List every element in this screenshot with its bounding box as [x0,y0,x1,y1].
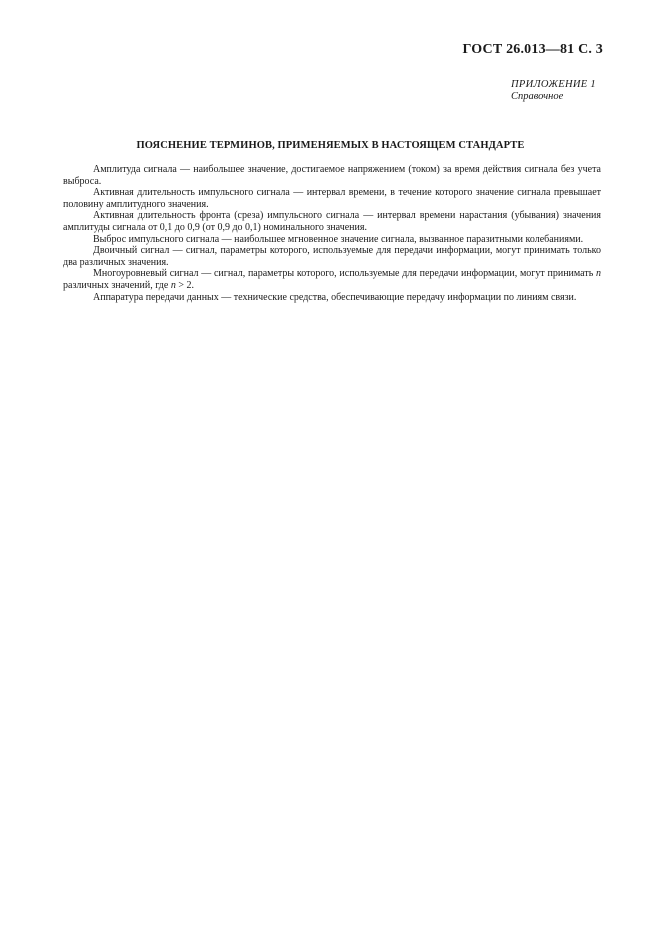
term-front-duration: Активная длительность фронта (среза) импульсного сигнала — интервал времени нарастания (убывания) значения амплитуды сигнала от 0,1 до 0,9 (от 0,9 до 0,1) номинального значения. [63,210,601,233]
terms-body [63,164,601,303]
variable-n: n [596,268,601,280]
page-header-doc-ref: ГОСТ 26.013—81 С. 3 [462,42,603,57]
term-multilevel-text-2: различных значений, где [63,279,171,291]
term-active-duration: Активная длительность импульсного сигнала — интервал времени, в течение которого значение сигнала превышает половину амплитудного значения. [63,187,601,210]
term-data-transmission-equipment: Аппаратура передачи данных — технические средства, обеспечивающие передачу информации по линиям связи. [93,291,577,303]
term-multilevel-text-1: Многоуровневый сигнал — сигнал, параметры которого, используемые для передачи информации, могут принимать [93,268,596,280]
term-multilevel-signal [63,268,601,291]
variable-n: n [170,279,176,291]
appendix-block [511,79,596,103]
appendix-label: ПРИЛОЖЕНИЕ 1 [511,79,596,90]
appendix-status: Справочное [511,91,564,102]
term-binary-signal: Двоичный сигнал — сигнал, параметры которого, используемые для передачи информации, могут принимать только два различных значения. [63,245,601,268]
term-amplitude: Амплитуда сигнала — наибольшее значение, достигаемое напряжением (током) за время действия сигнала без учета выброса. [63,164,601,187]
section-title: ПОЯСНЕНИЕ ТЕРМИНОВ, ПРИМЕНЯЕМЫХ В НАСТОЯЩЕМ СТАНДАРТЕ [136,140,525,151]
term-multilevel-text-3: > 2. [175,279,194,291]
term-overshoot: Выброс импульсного сигнала — наибольшее мгновенное значение сигнала, вызванное паразитными колебаниями. [93,233,584,245]
